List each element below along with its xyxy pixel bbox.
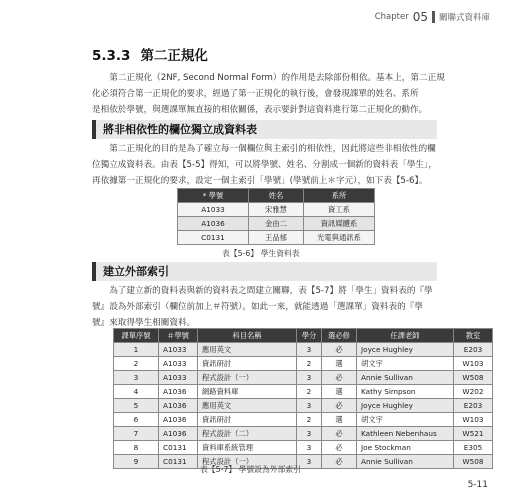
table-cell: 胡文宇 [357,413,454,427]
table-header-row [114,329,493,343]
paragraph-line: 第二正規化的目的是為了確立每一個欄位與主索引的相依性，因此將這些非相依性的欄 [109,144,436,154]
table-cell: 資料庫系統管理 [198,441,297,455]
table-cell: E305 [454,441,493,455]
chapter-header [375,10,490,24]
table-cell: 必 [322,371,357,385]
table-row [178,217,375,231]
paragraph-line: 號』設為外部索引（欄位前加上＃符號）。如此一來，就能透過「選課單」資料表的『學 [92,302,423,312]
column-header: 科目名稱 [198,329,297,343]
paragraph-line: 號』來取得學生相關資料。 [92,318,196,328]
section-number: 5.3.3 [92,48,131,64]
table-cell: 資訊研討 [198,413,297,427]
column-header: ＃學號 [159,329,198,343]
course-table-caption: 表【5-7】 學號設為外部索引 [200,465,301,474]
student-table [177,188,375,245]
table-cell: 選 [322,357,357,371]
table-cell: A1036 [159,427,198,441]
subsection1-paragraph [92,141,437,189]
table-cell: 應用英文 [198,399,297,413]
table-cell: 2 [297,385,322,399]
table-cell: Annie Sullivan [357,371,454,385]
table-row [114,413,493,427]
table-cell: E203 [454,399,493,413]
table-cell: W521 [454,427,493,441]
table-row [114,455,493,469]
table-cell: 3 [297,441,322,455]
column-header: * 學號 [178,189,249,203]
table-cell: 選 [322,385,357,399]
paragraph-line: 再依據第一正規化的要求，設定一個主索引「學號」(學號前上＊字元），如下表【5-6】。 [92,176,428,186]
paragraph-line: 為了建立新的資料表與新的資料表之間建立關聯，表【5-7】將「學生」資料表的『學 [109,286,433,296]
table-cell: 程式設計（一） [198,455,297,469]
student-table-caption: 表【5-6】 學生資料表 [222,249,300,258]
course-table [113,328,493,469]
table-cell: 胡文宇 [357,357,454,371]
table-cell: 必 [322,441,357,455]
column-header: 教室 [454,329,493,343]
table-cell: 必 [322,343,357,357]
section-title: 第二正規化 [140,48,208,64]
table-cell: A1033 [159,343,198,357]
table-cell: A1033 [178,203,249,217]
table-cell: 3 [297,399,322,413]
table-cell: 程式設計（一） [198,371,297,385]
table-cell: Kathleen Nebenhaus [357,427,454,441]
table-cell: 資訊媒體系 [304,217,375,231]
table-cell: 3 [297,343,322,357]
chapter-divider [432,11,435,23]
paragraph-line: 是相依於學號，與選課單無直接的相依關係，表示要針對這資料進行第二正規化的動作。 [92,105,428,115]
table-cell: C0131 [159,441,198,455]
table-row [114,385,493,399]
table-cell: 5 [114,399,159,413]
table-cell: 6 [114,413,159,427]
table-cell: E203 [454,343,493,357]
table-cell: W202 [454,385,493,399]
subsection-heading-foreign-key: 建立外部索引 [92,262,437,281]
table-row [178,203,375,217]
subsection2-paragraph [92,283,437,331]
table-row [114,357,493,371]
table-row [114,441,493,455]
page-number: 5-11 [467,480,488,490]
table-cell: 必 [322,427,357,441]
table-cell: A1033 [159,371,198,385]
table-cell: 金由二 [249,217,304,231]
table-cell: 資工系 [304,203,375,217]
table-cell: 9 [114,455,159,469]
table-cell: A1033 [159,357,198,371]
table-cell: 2 [297,413,322,427]
table-cell: A1036 [159,413,198,427]
table-cell: 3 [297,455,322,469]
table-cell: Kathy Simpson [357,385,454,399]
table-cell: 程式設計（二） [198,427,297,441]
table-cell: A1036 [159,399,198,413]
table-row [114,427,493,441]
table-cell: 3 [114,371,159,385]
table-cell: 網路資料庫 [198,385,297,399]
table-cell: 2 [114,357,159,371]
table-cell: 選 [322,413,357,427]
column-header: 選必修 [322,329,357,343]
chapter-label: Chapter [374,12,409,22]
table-cell: 王品郁 [249,231,304,245]
table-header-row [178,189,375,203]
table-cell: 2 [297,357,322,371]
table-row [178,231,375,245]
table-cell: 光電與通訊系 [304,231,375,245]
table-cell: C0131 [159,455,198,469]
section-heading [92,44,208,64]
column-header: 系所 [304,189,375,203]
table-row [114,343,493,357]
intro-paragraph [92,70,445,118]
chapter-title: 關聯式資料庫 [438,13,490,23]
table-cell: 必 [322,399,357,413]
table-cell: 應用英文 [198,343,297,357]
column-header: 學分 [297,329,322,343]
paragraph-line: 第二正規化（2NF, Second Normal Form）的作用是去除部份相依。基本上，第二正規 [109,73,445,83]
table-cell: Annie Sullivan [357,455,454,469]
table-cell: A1036 [159,385,198,399]
table-cell: 3 [297,427,322,441]
paragraph-line: 位獨立成資料表。由表【5-5】得知，可以將學號、姓名、分割成一個新的資料表「學生」， [92,160,437,170]
table-cell: W508 [454,455,493,469]
table-cell: W103 [454,413,493,427]
paragraph-line: 化必須符合第一正規化的要求，經過了第一正規化的執行後，會發現課單的姓名、系所 [92,89,419,99]
table-row [114,371,493,385]
table-cell: 必 [322,455,357,469]
table-cell: W508 [454,371,493,385]
table-cell: Joyce Hughley [357,399,454,413]
chapter-number: 05 [412,10,428,24]
table-cell: 宋雅慧 [249,203,304,217]
table-cell: A1036 [178,217,249,231]
table-row [114,399,493,413]
column-header: 姓名 [249,189,304,203]
table-cell: Joe Stockman [357,441,454,455]
table-cell: Joyce Hughley [357,343,454,357]
table-cell: W103 [454,357,493,371]
column-header: 課單序號 [114,329,159,343]
table-cell: 8 [114,441,159,455]
table-cell: 4 [114,385,159,399]
table-cell: 7 [114,427,159,441]
table-cell: C0131 [178,231,249,245]
column-header: 任課老師 [357,329,454,343]
table-cell: 資訊研討 [198,357,297,371]
subsection-heading-independent-table: 將非相依性的欄位獨立成資料表 [92,120,437,139]
table-cell: 1 [114,343,159,357]
table-cell: 3 [297,371,322,385]
